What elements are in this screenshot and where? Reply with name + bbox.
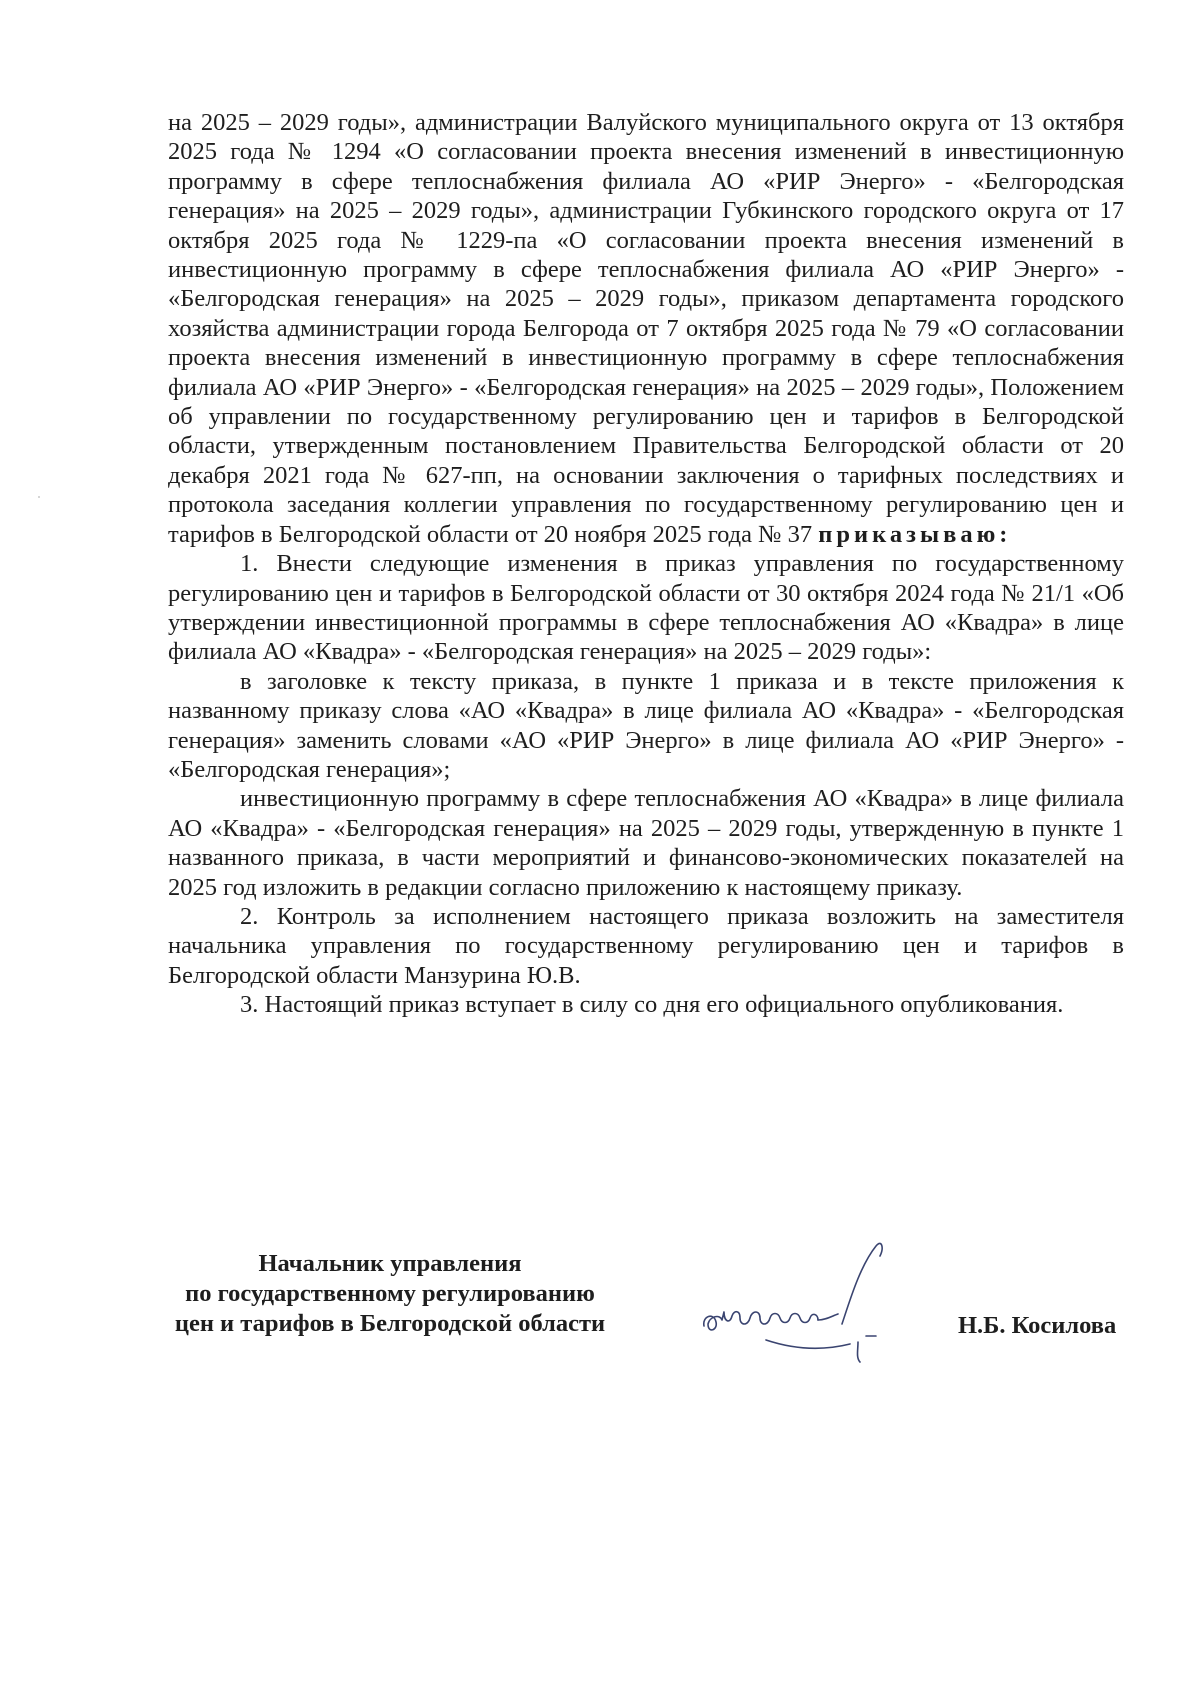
paragraph-subitem-program: инвестиционную программу в сфере теплоснабжения АО «Квадра» в лице филиала АО «Квадра» - «Белгородская генерация» на 2025 – 2029 годы, утвержденную в пункте 1 названного приказа, в части мероприятий и финансово-экономических показателей на 2025 год изложить в редакции согласно приложению к настоящему приказу. (168, 785, 1124, 901)
signatory-title-line-1: Начальник управления (258, 1250, 522, 1277)
paragraph-preamble (168, 108, 1124, 549)
signatory-title-line-3: цен и тарифов в Белгородской области (174, 1310, 606, 1337)
signatory-title (150, 1249, 630, 1339)
handwritten-signature (700, 1240, 930, 1370)
scan-speck (38, 496, 40, 498)
preamble-text: на 2025 – 2029 годы», администрации Валуйского муниципального округа от 13 октября 2025 года № 1294 «О согласовании проекта внесения изменений в инвестиционную программу в сфере теплоснабжения филиала АО «РИР Энерго» - «Белгородская генерация» на 2025 – 2029 годы», администрации Губкинского городского округа от 17 октября 2025 года № 1229-па «О согласовании проекта внесения изменений в инвестиционную программу в сфере теплоснабжения филиала АО «РИР Энерго» - «Белгородская генерация» на 2025 – 2029 годы», приказом департамента городского хозяйства администрации города Белгорода от 7 октября 2025 года № 79 «О согласовании проекта внесения изменений в инвестиционную программу в сфере теплоснабжения филиала АО «РИР Энерго» - «Белгородская генерация» на 2025 – 2029 годы», Положением об управлении по государственному регулированию цен и тарифов в Белгородской области, утвержденным постановлением Правительства Белгородской области от 20 декабря 2021 года № 627-пп, на основании заключения о тарифных последствиях и протокола заседания коллегии управления по государственному регулированию цен и тарифов в Белгородской области от 20 ноября 2025 года № 37 (168, 109, 1124, 548)
document-body (168, 108, 1124, 1020)
paragraph-item-2: 2. Контроль за исполнением настоящего приказа возложить на заместителя начальника управления по государственному регулированию цен и тарифов в Белгородской области Манзурина Ю.В. (168, 902, 1124, 989)
order-word: приказываю: (818, 520, 1012, 548)
paragraph-item-1: 1. Внести следующие изменения в приказ управления по государственному регулированию цен и тарифов в Белгородской области от 30 октября 2024 года № 21/1 «Об утверждении инвестиционной программы в сфере теплоснабжения АО «Квадра» в лице филиала АО «Квадра» - «Белгородская генерация» на 2025 – 2029 годы»: (168, 550, 1124, 666)
paragraph-subitem-title-change: в заголовке к тексту приказа, в пункте 1 приказа и в тексте приложения к названному приказу слова «АО «Квадра» в лице филиала АО «Квадра» - «Белгородская генерация» заменить словами «АО «РИР Энерго» в лице филиала АО «РИР Энерго» - «Белгородская генерация»; (168, 667, 1124, 783)
signatory-title-line-2: по государственному регулированию (185, 1280, 595, 1307)
paragraph-item-3: 3. Настоящий приказ вступает в силу со дня его официального опубликования. (240, 991, 1064, 1019)
signatory-name: Н.Б. Косилова (958, 1312, 1117, 1339)
